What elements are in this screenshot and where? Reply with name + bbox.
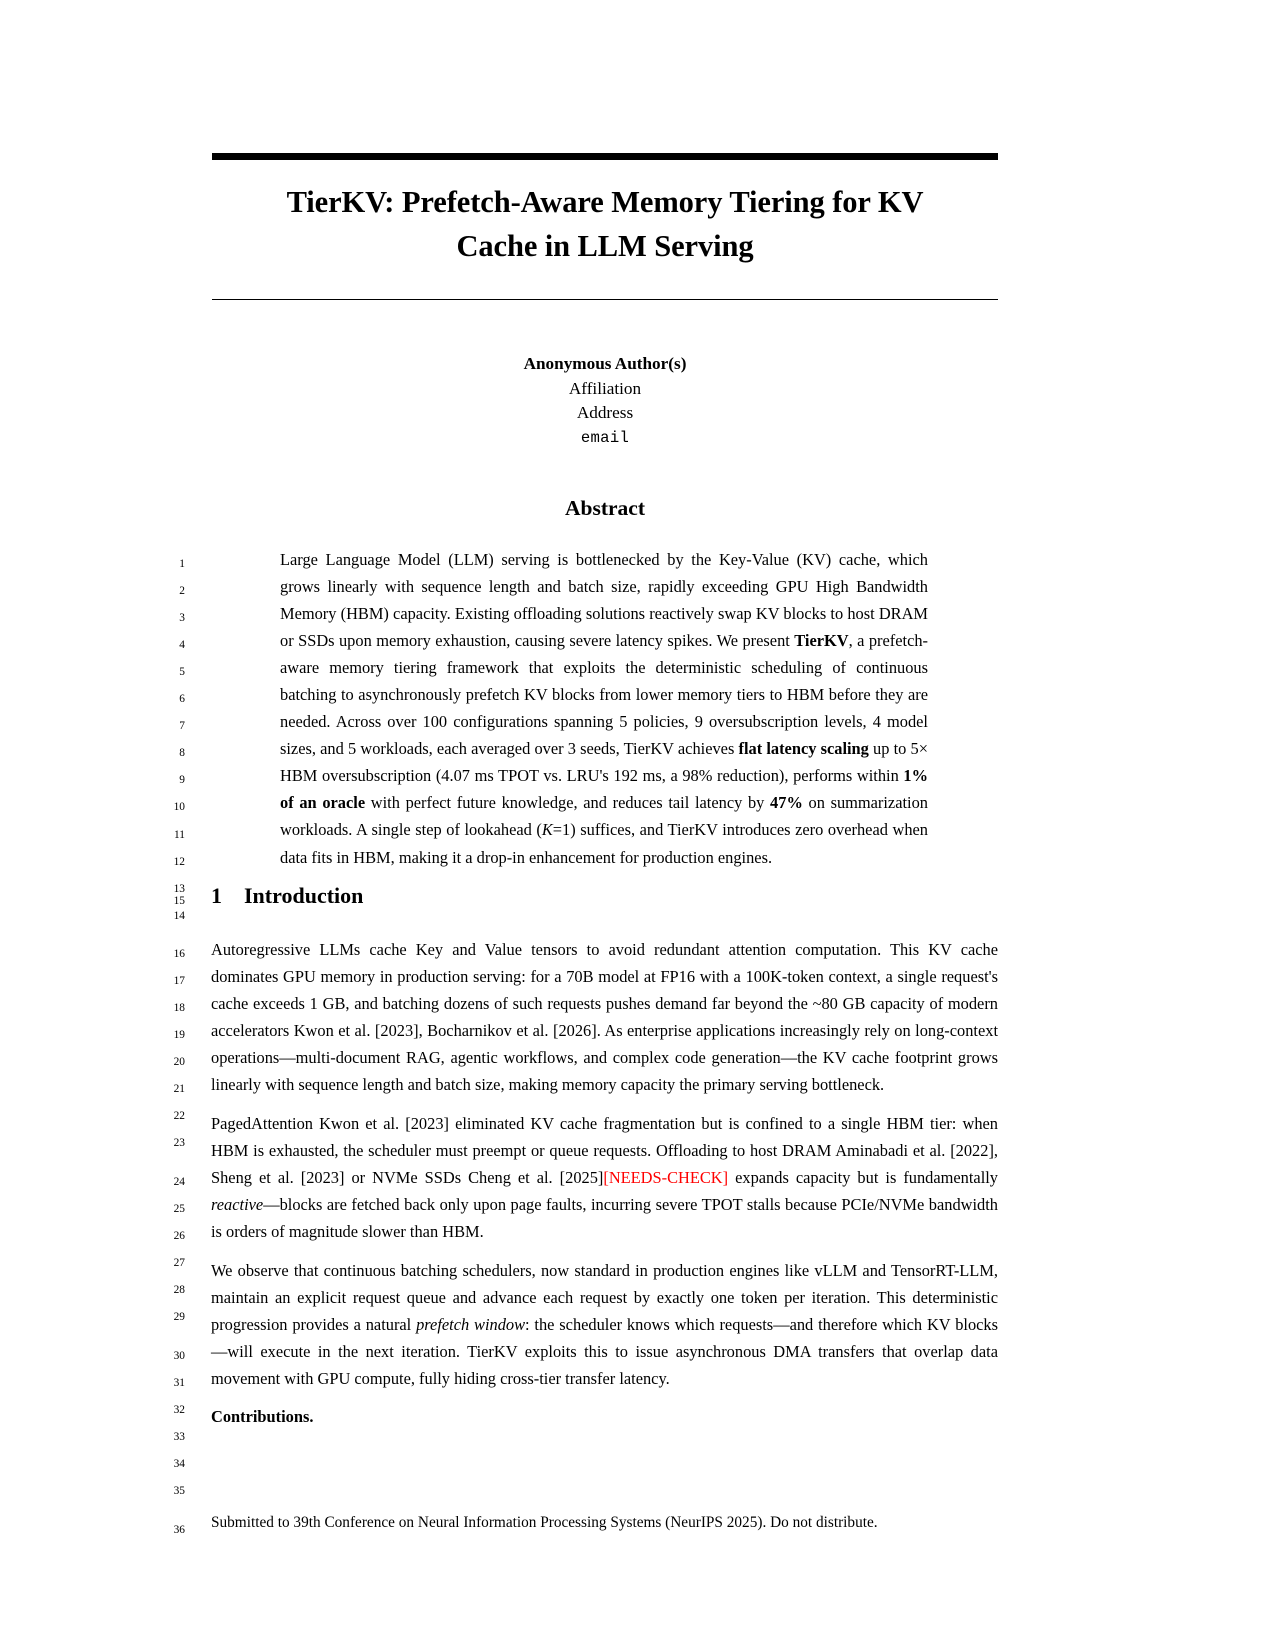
- line-number: 21: [173, 1083, 185, 1096]
- line-number: 5: [179, 666, 185, 679]
- line-number: 33: [173, 1430, 185, 1443]
- author-block: [212, 352, 998, 450]
- line-number: 13: [173, 882, 185, 895]
- line-number: 15: [173, 895, 185, 907]
- line-number: 12: [173, 855, 185, 868]
- line-number: 25: [173, 1202, 185, 1215]
- line-number: 34: [173, 1457, 185, 1470]
- line-number: 17: [173, 975, 185, 988]
- line-number: 27: [173, 1257, 185, 1270]
- paragraph-1-text: Autoregressive LLMs cache Key and Value tensors to avoid redundant attention computation. This KV cache dominates GPU memory in production serving: for a 70B model at FP16 with a 100K-token context, a single request's cache exceeds 1 GB, and batching dozens of such requests pushes demand far beyond the ~80 GB capacity of modern accelerators Kwon et al. [2023], Bocharnikov et al. [2026]. As enterprise applications increasingly rely on long-context operations—multi-document RAG, agentic workflows, and complex code generation—the KV cache footprint grows linearly with sequence length and batch size, making memory capacity the primary serving bottleneck.: [211, 940, 998, 1095]
- line-number: 2: [179, 585, 185, 598]
- needs-check-annotation: [NEEDS-CHECK]: [603, 1167, 729, 1187]
- paragraph-3-italic-prefetch-window: prefetch window: [416, 1314, 526, 1334]
- paragraph-2-italic-reactive: reactive: [211, 1194, 264, 1214]
- abstract-text-4: with perfect future knowledge, and reduces tail latency by: [365, 793, 771, 813]
- page-title: [212, 180, 998, 268]
- abstract-body: [280, 546, 928, 871]
- submission-footer: Submitted to 39th Conference on Neural Information Processing Systems (NeurIPS 2025). Do not distribute.: [211, 1514, 878, 1531]
- section-body: [211, 936, 998, 1430]
- author-affiliation: Affiliation: [568, 378, 642, 398]
- line-number: 6: [179, 693, 185, 706]
- line-number: 31: [173, 1376, 185, 1389]
- paragraph-2-text-1: PagedAttention Kwon et al. [2023] eliminated KV cache fragmentation but is confined to a single HBM tier: when HBM is exhausted, the scheduler must preempt or queue requests. Offloading to host DRAM Aminabadi et al. [2022], Sheng et al. [2023] or NVMe SSDs Cheng et al. [2025]: [211, 1113, 998, 1187]
- line-number: 24: [173, 1175, 185, 1188]
- paragraph-2: [211, 1110, 998, 1245]
- abstract-heading: Abstract: [564, 496, 645, 520]
- abstract-math-k: K: [541, 820, 553, 840]
- section-title: Introduction: [244, 883, 364, 908]
- line-number: 3: [179, 612, 185, 625]
- abstract-text-3: up to 5× HBM oversubscription (4.07 ms TPOT vs. LRU's 192 ms, a 98% reduction), performs within: [280, 739, 928, 786]
- line-number: 14: [173, 909, 185, 922]
- title-bottom-rule: [212, 299, 998, 300]
- title-line-1: TierKV: Prefetch-Aware Memory Tiering for KV: [286, 185, 924, 219]
- line-number: 28: [173, 1284, 185, 1297]
- abstract-text-2: , a prefetch-aware memory tiering framework that exploits the deterministic scheduling of continuous batching to asynchronously prefetch KV blocks from lower memory tiers to HBM before they are needed. Across over 100 configurations spanning 5 policies, 9 oversubscription levels, 4 model sizes, and 5 workloads, each averaged over 3 seeds, TierKV achieves: [280, 631, 928, 759]
- paragraph-2-text-3: —blocks are fetched back only upon page faults, incurring severe TPOT stalls because PCIe/NVMe bandwidth is orders of magnitude slower than HBM.: [211, 1194, 998, 1241]
- title-line-2: Cache in LLM Serving: [456, 229, 754, 263]
- line-number: 30: [173, 1349, 185, 1362]
- section-heading-introduction: [211, 883, 363, 909]
- line-number: 35: [173, 1484, 185, 1497]
- line-number: 36: [173, 1523, 185, 1536]
- title-top-rule: [212, 153, 998, 160]
- abstract-text-1: Large Language Model (LLM) serving is bottlenecked by the Key-Value (KV) cache, which grows linearly with sequence length and batch size, rapidly exceeding GPU High Bandwidth Memory (HBM) capacity. Existing offloading solutions reactively swap KV blocks to host DRAM or SSDs upon memory exhaustion, causing severe latency spikes. We present: [280, 550, 928, 651]
- paragraph-3-text-2: : the scheduler knows which requests—and therefore which KV blocks—will execute in the next iteration. TierKV exploits this to issue asynchronous DMA transfers that overlap data movement with GPU compute, fully hiding cross-tier transfer latency.: [211, 1314, 998, 1388]
- line-number: 20: [173, 1056, 185, 1069]
- author-address: Address: [576, 403, 634, 422]
- paragraph-1: [211, 936, 998, 1098]
- line-number: 29: [173, 1311, 185, 1324]
- line-number: 18: [173, 1002, 185, 1015]
- author-name: Anonymous Author(s): [523, 354, 687, 373]
- line-number: 23: [173, 1137, 185, 1150]
- line-number: 10: [173, 801, 185, 814]
- abstract-bold-oracle: 1% of an oracle: [280, 766, 928, 813]
- abstract-bold-flat-latency: flat latency scaling: [738, 739, 869, 759]
- line-number: 19: [173, 1029, 185, 1042]
- line-number: 11: [174, 828, 185, 841]
- contributions-label: Contributions.: [211, 1407, 314, 1427]
- paragraph-2-text-2: expands capacity but is fundamentally: [728, 1167, 998, 1187]
- line-number: 8: [179, 747, 185, 760]
- paragraph-3-text-1: We observe that continuous batching schedulers, now standard in production engines like vLLM and TensorRT-LLM, maintain an explicit request queue and advance each request by exactly one token per iteration. This deterministic progression provides a natural: [211, 1260, 998, 1334]
- line-number: 26: [173, 1230, 185, 1242]
- line-number: 32: [173, 1403, 185, 1416]
- abstract-bold-tierkv: TierKV: [794, 631, 849, 651]
- line-number: 1: [179, 558, 185, 570]
- section-number: 1: [211, 883, 222, 908]
- abstract-bold-percent: 47%: [770, 793, 803, 813]
- line-number: 22: [173, 1110, 185, 1123]
- abstract-text-6: =1) suffices, and TierKV introduces zero overhead when data fits in HBM, making it a drop-in enhancement for production engines.: [280, 820, 928, 867]
- line-number: 4: [179, 639, 185, 652]
- line-number: 7: [179, 720, 185, 733]
- author-email: email: [580, 428, 630, 447]
- line-number: 9: [179, 774, 185, 787]
- abstract-text-5: on summarization workloads. A single step of lookahead (: [280, 793, 928, 840]
- line-number: 16: [173, 948, 185, 960]
- paragraph-4: [211, 1403, 998, 1430]
- paragraph-3: [211, 1257, 998, 1392]
